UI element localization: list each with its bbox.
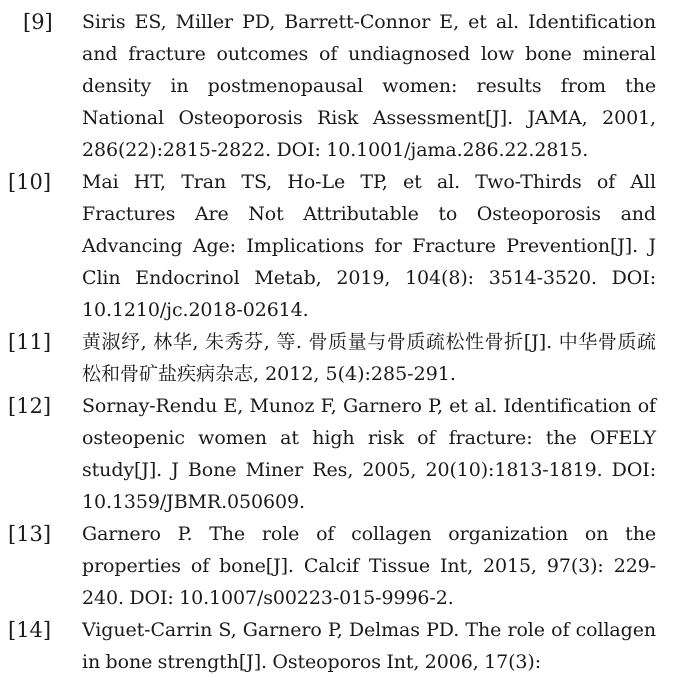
reference-number: [12]: [8, 394, 52, 418]
reference-number: [10]: [8, 170, 52, 194]
reference-text: Siris ES, Miller PD, Barrett-Connor E, et al. Identification and fracture outcomes of undiagnosed low bone mineral density in postmenopausal women: results from the National Osteoporosis Risk Assessment[J]. JAMA, 2001, 286(22):2815-2822. DOI: 10.1001/jama.286.22.2815.: [82, 11, 656, 161]
reference-text: Viguet-Carrin S, Garnero P, Delmas PD. The role of collagen in bone strength[J]. Osteoporos Int, 2006, 17(3):: [82, 619, 656, 673]
reference-number: [11]: [8, 330, 52, 354]
reference-item-9: [0, 6, 674, 166]
reference-text: Mai HT, Tran TS, Ho-Le TP, et al. Two-Thirds of All Fractures Are Not Attributable to Osteoporosis and Advancing Age: Implications for Fracture Prevention[J]. J Clin Endocrinol Metab, 2019, 104(8): 3514-3520. DOI: 10.1210/jc.2018-02614.: [82, 171, 656, 321]
reference-number: [14]: [8, 618, 52, 642]
reference-item-13: [0, 518, 674, 614]
reference-item-10: [0, 166, 674, 326]
reference-item-14: [0, 614, 674, 678]
reference-item-11: [0, 326, 674, 390]
reference-text: Garnero P. The role of collagen organization on the properties of bone[J]. Calcif Tissue Int, 2015, 97(3): 229-240. DOI: 10.1007/s00223-015-9996-2.: [82, 523, 656, 609]
reference-text: Sornay-Rendu E, Munoz F, Garnero P, et al. Identification of osteopenic women at high risk of fracture: the OFELY study[J]. J Bone Miner Res, 2005, 20(10):1813-1819. DOI: 10.1359/JBMR.050609.: [82, 395, 656, 513]
reference-item-12: [0, 390, 674, 518]
reference-number: [9]: [23, 10, 53, 34]
reference-text: 黄淑纾, 林华, 朱秀芬, 等. 骨质量与骨质疏松性骨折[J]. 中华骨质疏松和骨矿盐疾病杂志, 2012, 5(4):285-291.: [82, 331, 656, 385]
reference-list: [0, 6, 674, 678]
reference-number: [13]: [8, 522, 52, 546]
